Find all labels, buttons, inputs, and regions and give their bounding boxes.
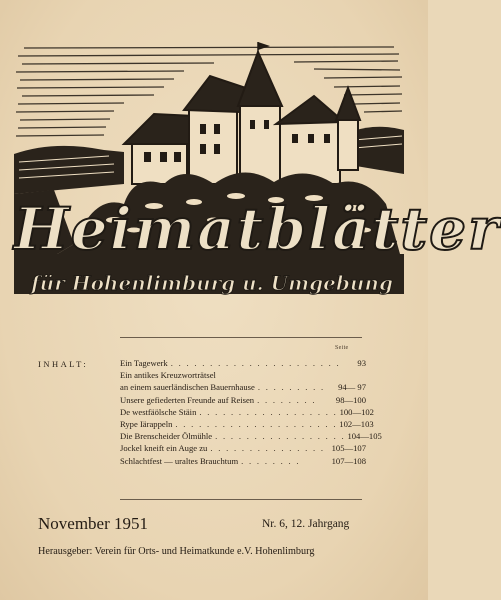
toc-entry-pages: 100—102 (339, 406, 374, 417)
toc-entry-pages: 105—107 (331, 443, 366, 454)
toc-entry (120, 455, 366, 467)
toc-entry-title: Unsere gefiederten Freunde auf Reisen (120, 394, 255, 405)
toc-leader-dots: . . . . . . . . . . . . . . . . . (215, 431, 346, 442)
toc-entry (120, 430, 382, 442)
contents-label: INHALT: (38, 359, 89, 369)
toc-entry (120, 406, 374, 418)
toc-leader-dots: . . . . . . . . . . . . . . . (210, 443, 325, 454)
toc-entry-pages: 98—100 (335, 394, 366, 405)
toc-entry-title: Ein antikes Kreuzworträtsel (120, 370, 216, 381)
toc-entry-title: Rype Iärappeln (120, 419, 173, 430)
contents-top-rule (120, 337, 362, 338)
toc-entry-pages: 94— 97 (338, 382, 366, 393)
toc-entry-title: De westfäölsche Stäin (120, 406, 197, 417)
toc-entry-pages: 102—103 (339, 419, 374, 430)
table-of-contents (120, 357, 382, 467)
masthead-title: Heimatblätter (14, 195, 501, 263)
issue-number: Nr. 6, 12. Jahrgang (262, 518, 350, 530)
toc-entry-title: Die Brenscheider Ölmühle (120, 431, 213, 442)
toc-leader-dots: . . . . . . . . . . . . . . . . . . . . . . (170, 358, 341, 368)
toc-entry (120, 381, 366, 393)
toc-entry-title-line2: an einem sauerländischen Bauernhause (120, 382, 255, 393)
contents-bottom-rule (120, 499, 362, 500)
page-column-header: Seite (335, 345, 349, 351)
toc-entry (120, 357, 366, 369)
issue-date: November 1951 (38, 514, 149, 533)
toc-entry-pages: 104—105 (347, 431, 382, 442)
toc-entry-title: Jockel kneift ein Auge zu (120, 443, 208, 454)
toc-leader-dots: . . . . . . . . (257, 394, 317, 405)
toc-leader-dots: . . . . . . . . . . . . . . . . . . . . . (175, 419, 338, 430)
toc-leader-dots: . . . . . . . . . . . . . . . . . . (199, 406, 338, 417)
toc-entry (120, 394, 366, 406)
toc-leader-dots: . . . . . . . . (241, 455, 301, 466)
masthead-subtitle: für Hohenlimburg u. Umgebung (31, 271, 393, 295)
toc-entry-pages: 93 (357, 358, 366, 368)
toc-entry-title: Ein Tagewerk (120, 358, 168, 368)
toc-entry (120, 442, 366, 454)
toc-entry (120, 418, 374, 430)
toc-entry-title: Schlachtfest — uraltes Brauchtum (120, 455, 239, 466)
publisher-line: Herausgeber: Verein für Orts- und Heimatkunde e.V. Hohenlimburg (38, 546, 315, 557)
toc-leader-dots: . . . . . . . . . (257, 382, 325, 393)
toc-entry-pages: 107—108 (331, 455, 366, 466)
